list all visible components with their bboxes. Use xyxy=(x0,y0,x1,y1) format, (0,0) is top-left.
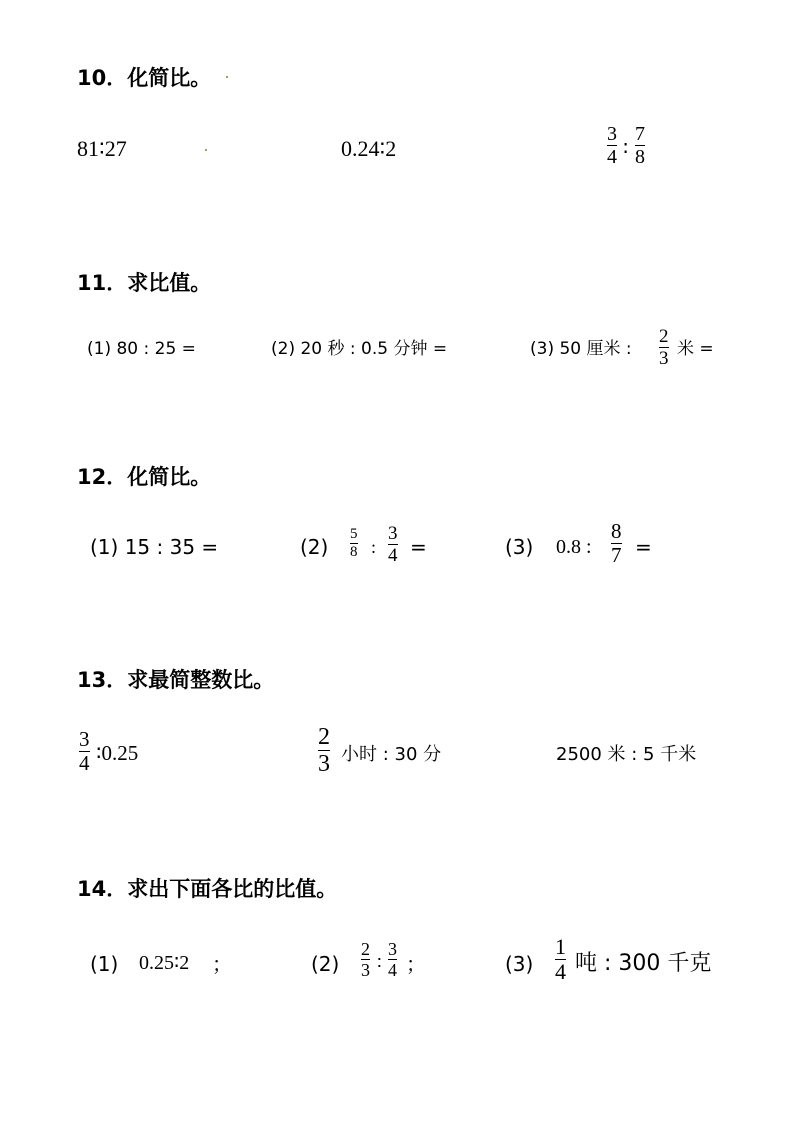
numerator: 2 xyxy=(659,326,669,347)
denominator: 3 xyxy=(318,751,330,777)
q13-fraction-2-3 xyxy=(318,725,330,776)
q11-part-3-label: (3) 50 厘米 : xyxy=(530,339,632,359)
numerator: 1 xyxy=(555,934,566,959)
q13-ratio-c: 2500 米 : 5 千米 xyxy=(556,744,697,765)
denominator: 4 xyxy=(79,751,90,775)
q13-fraction-3-4 xyxy=(79,729,90,774)
q10-fraction-3-4 xyxy=(607,124,617,167)
q14-part-3-label: (3) xyxy=(505,952,534,976)
q12-fraction-8-7 xyxy=(611,521,622,566)
numerator: 2 xyxy=(318,724,330,750)
q13-ratio-a-rest: ∶0.25 xyxy=(96,741,139,765)
q12-fraction-5-8 xyxy=(350,527,358,560)
denominator: 4 xyxy=(607,146,617,168)
numerator: 3 xyxy=(607,123,617,145)
ratio-colon: ∶ xyxy=(623,138,629,160)
q12-part-2-label: (2) xyxy=(300,535,329,559)
equals-sign: = xyxy=(635,535,652,559)
q14-part-1-value: 0.25∶2 xyxy=(139,952,190,974)
denominator: 8 xyxy=(635,146,645,168)
q12-part-1: (1) 15 : 35 = xyxy=(90,535,219,559)
numerator: 8 xyxy=(611,519,622,543)
denominator: 8 xyxy=(350,544,358,560)
q10-title: 10．化简比。 xyxy=(77,66,212,90)
speck-mark xyxy=(205,149,207,151)
q12-part-3-value: 0.8 : xyxy=(556,536,592,558)
q12-title: 12．化简比。 xyxy=(77,465,212,489)
numerator: 3 xyxy=(388,939,397,959)
denominator: 4 xyxy=(388,960,397,980)
q10-ratio-a: 81∶27 xyxy=(77,136,127,161)
q11-fraction-2-3 xyxy=(659,327,669,368)
q10-ratio-b: 0.24∶2 xyxy=(341,136,397,161)
denominator: 4 xyxy=(388,545,398,566)
numerator: 3 xyxy=(79,727,90,751)
ratio-colon: : xyxy=(371,537,377,557)
numerator: 3 xyxy=(388,523,398,544)
semicolon: ； xyxy=(212,952,232,976)
q13-title: 13．求最简整数比。 xyxy=(77,668,275,692)
q12-fraction-3-4 xyxy=(388,524,398,565)
q14-title: 14．求出下面各比的比值。 xyxy=(77,877,338,901)
ratio-colon: ∶ xyxy=(377,953,382,973)
q14-fraction-1-4 xyxy=(555,936,566,983)
q13-ratio-b-rest: 小时 : 30 分 xyxy=(341,744,442,765)
q14-part-2-label: (2) xyxy=(311,952,340,976)
speck-mark xyxy=(226,76,228,78)
denominator: 4 xyxy=(555,959,566,984)
q14-part-3-rest: 吨 : 300 千克 xyxy=(575,951,712,976)
numerator: 7 xyxy=(635,123,645,145)
q14-part-1-label: (1) xyxy=(90,952,119,976)
semicolon: ； xyxy=(406,952,426,976)
numerator: 2 xyxy=(361,939,370,959)
q11-part-3-unit: 米 = xyxy=(677,339,714,359)
denominator: 7 xyxy=(611,543,622,567)
q10-fraction-7-8 xyxy=(635,124,645,167)
q14-fraction-2-3 xyxy=(361,940,370,979)
q12-part-3-label: (3) xyxy=(505,535,534,559)
numerator: 5 xyxy=(350,526,358,542)
q11-part-2: (2) 20 秒 : 0.5 分钟 = xyxy=(271,339,448,359)
denominator: 3 xyxy=(659,348,669,369)
equals-sign: = xyxy=(410,535,427,559)
denominator: 3 xyxy=(361,960,370,980)
q11-title: 11．求比值。 xyxy=(77,271,212,295)
q11-part-1: (1) 80 : 25 = xyxy=(87,339,196,359)
q14-fraction-3-4 xyxy=(388,940,397,979)
